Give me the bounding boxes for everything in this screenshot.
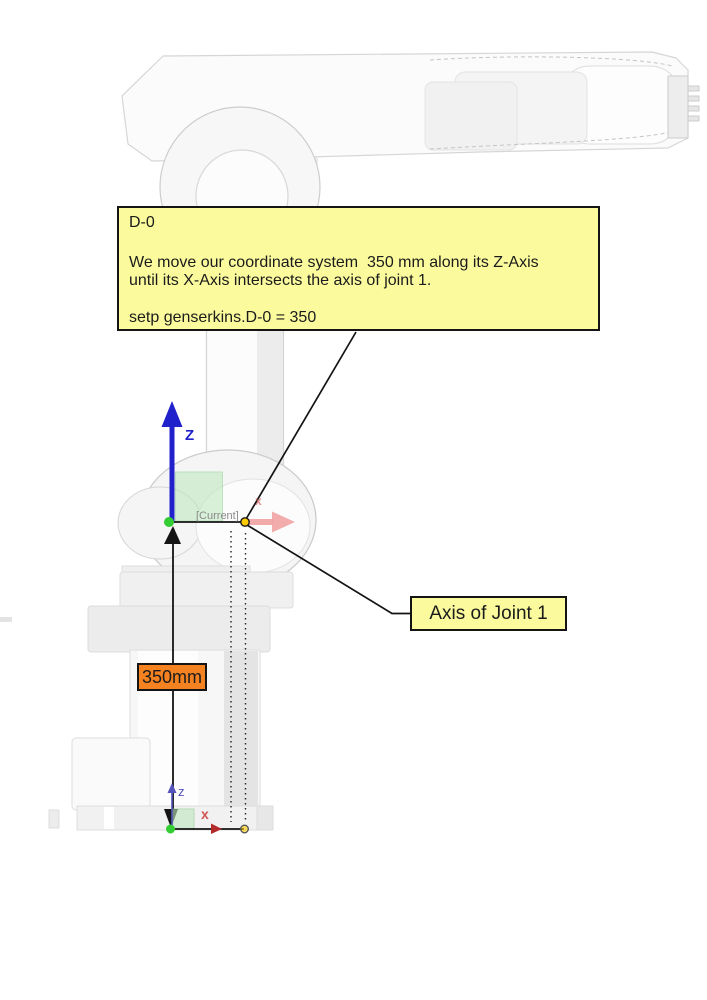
robot-mid-column-shade	[257, 331, 283, 465]
upper-x-axis-label-faint: x	[255, 494, 262, 508]
robot-base-left-cylinder	[72, 738, 150, 810]
robot-base-flange-tab-right	[257, 806, 273, 830]
lower-frame-square	[172, 809, 194, 829]
joint1-axis-marker	[241, 518, 249, 526]
robot-base-flange-notch	[104, 807, 114, 829]
dimension-350mm-label: 350mm	[137, 663, 207, 691]
robot-flange-tooth	[688, 106, 699, 111]
robot-turntable-upper	[120, 572, 293, 608]
callout-body	[129, 254, 539, 290]
robot-flange-tooth	[688, 86, 699, 91]
lower-z-axis-label: z	[178, 784, 185, 799]
robot-base-column-shade	[224, 651, 258, 810]
callout-command: setp genserkins.D-0 = 350	[129, 309, 317, 326]
robot-left-edge-tick	[0, 617, 12, 622]
robot-turntable-lower	[88, 606, 270, 652]
callout-title: D-0	[129, 214, 155, 231]
robot-flange-tooth	[688, 96, 699, 101]
lower-x-axis-label: x	[201, 806, 209, 822]
lower-joint1-axis-marker	[241, 825, 249, 833]
robot-flange	[668, 76, 688, 138]
upper-z-axis-label: Z	[185, 427, 195, 444]
upper-origin-dot	[164, 517, 174, 527]
callout-body-line1: We move our coordinate system 350 mm along its Z-Axis	[129, 254, 539, 271]
upper-z-axis-arrowhead	[162, 401, 183, 427]
callout-body-line2: until its X-Axis intersects the axis of joint 1.	[129, 272, 432, 289]
current-frame-label: [Current]	[196, 510, 239, 522]
axis-of-joint1-label: Axis of Joint 1	[410, 596, 567, 631]
robot-model	[0, 52, 699, 830]
d0-callout-box	[117, 206, 600, 331]
robot-flange-tooth	[688, 116, 699, 121]
robot-base-flange-tab-left	[49, 810, 59, 828]
lower-origin-dot	[166, 825, 175, 834]
robot-arm-block	[425, 82, 517, 150]
